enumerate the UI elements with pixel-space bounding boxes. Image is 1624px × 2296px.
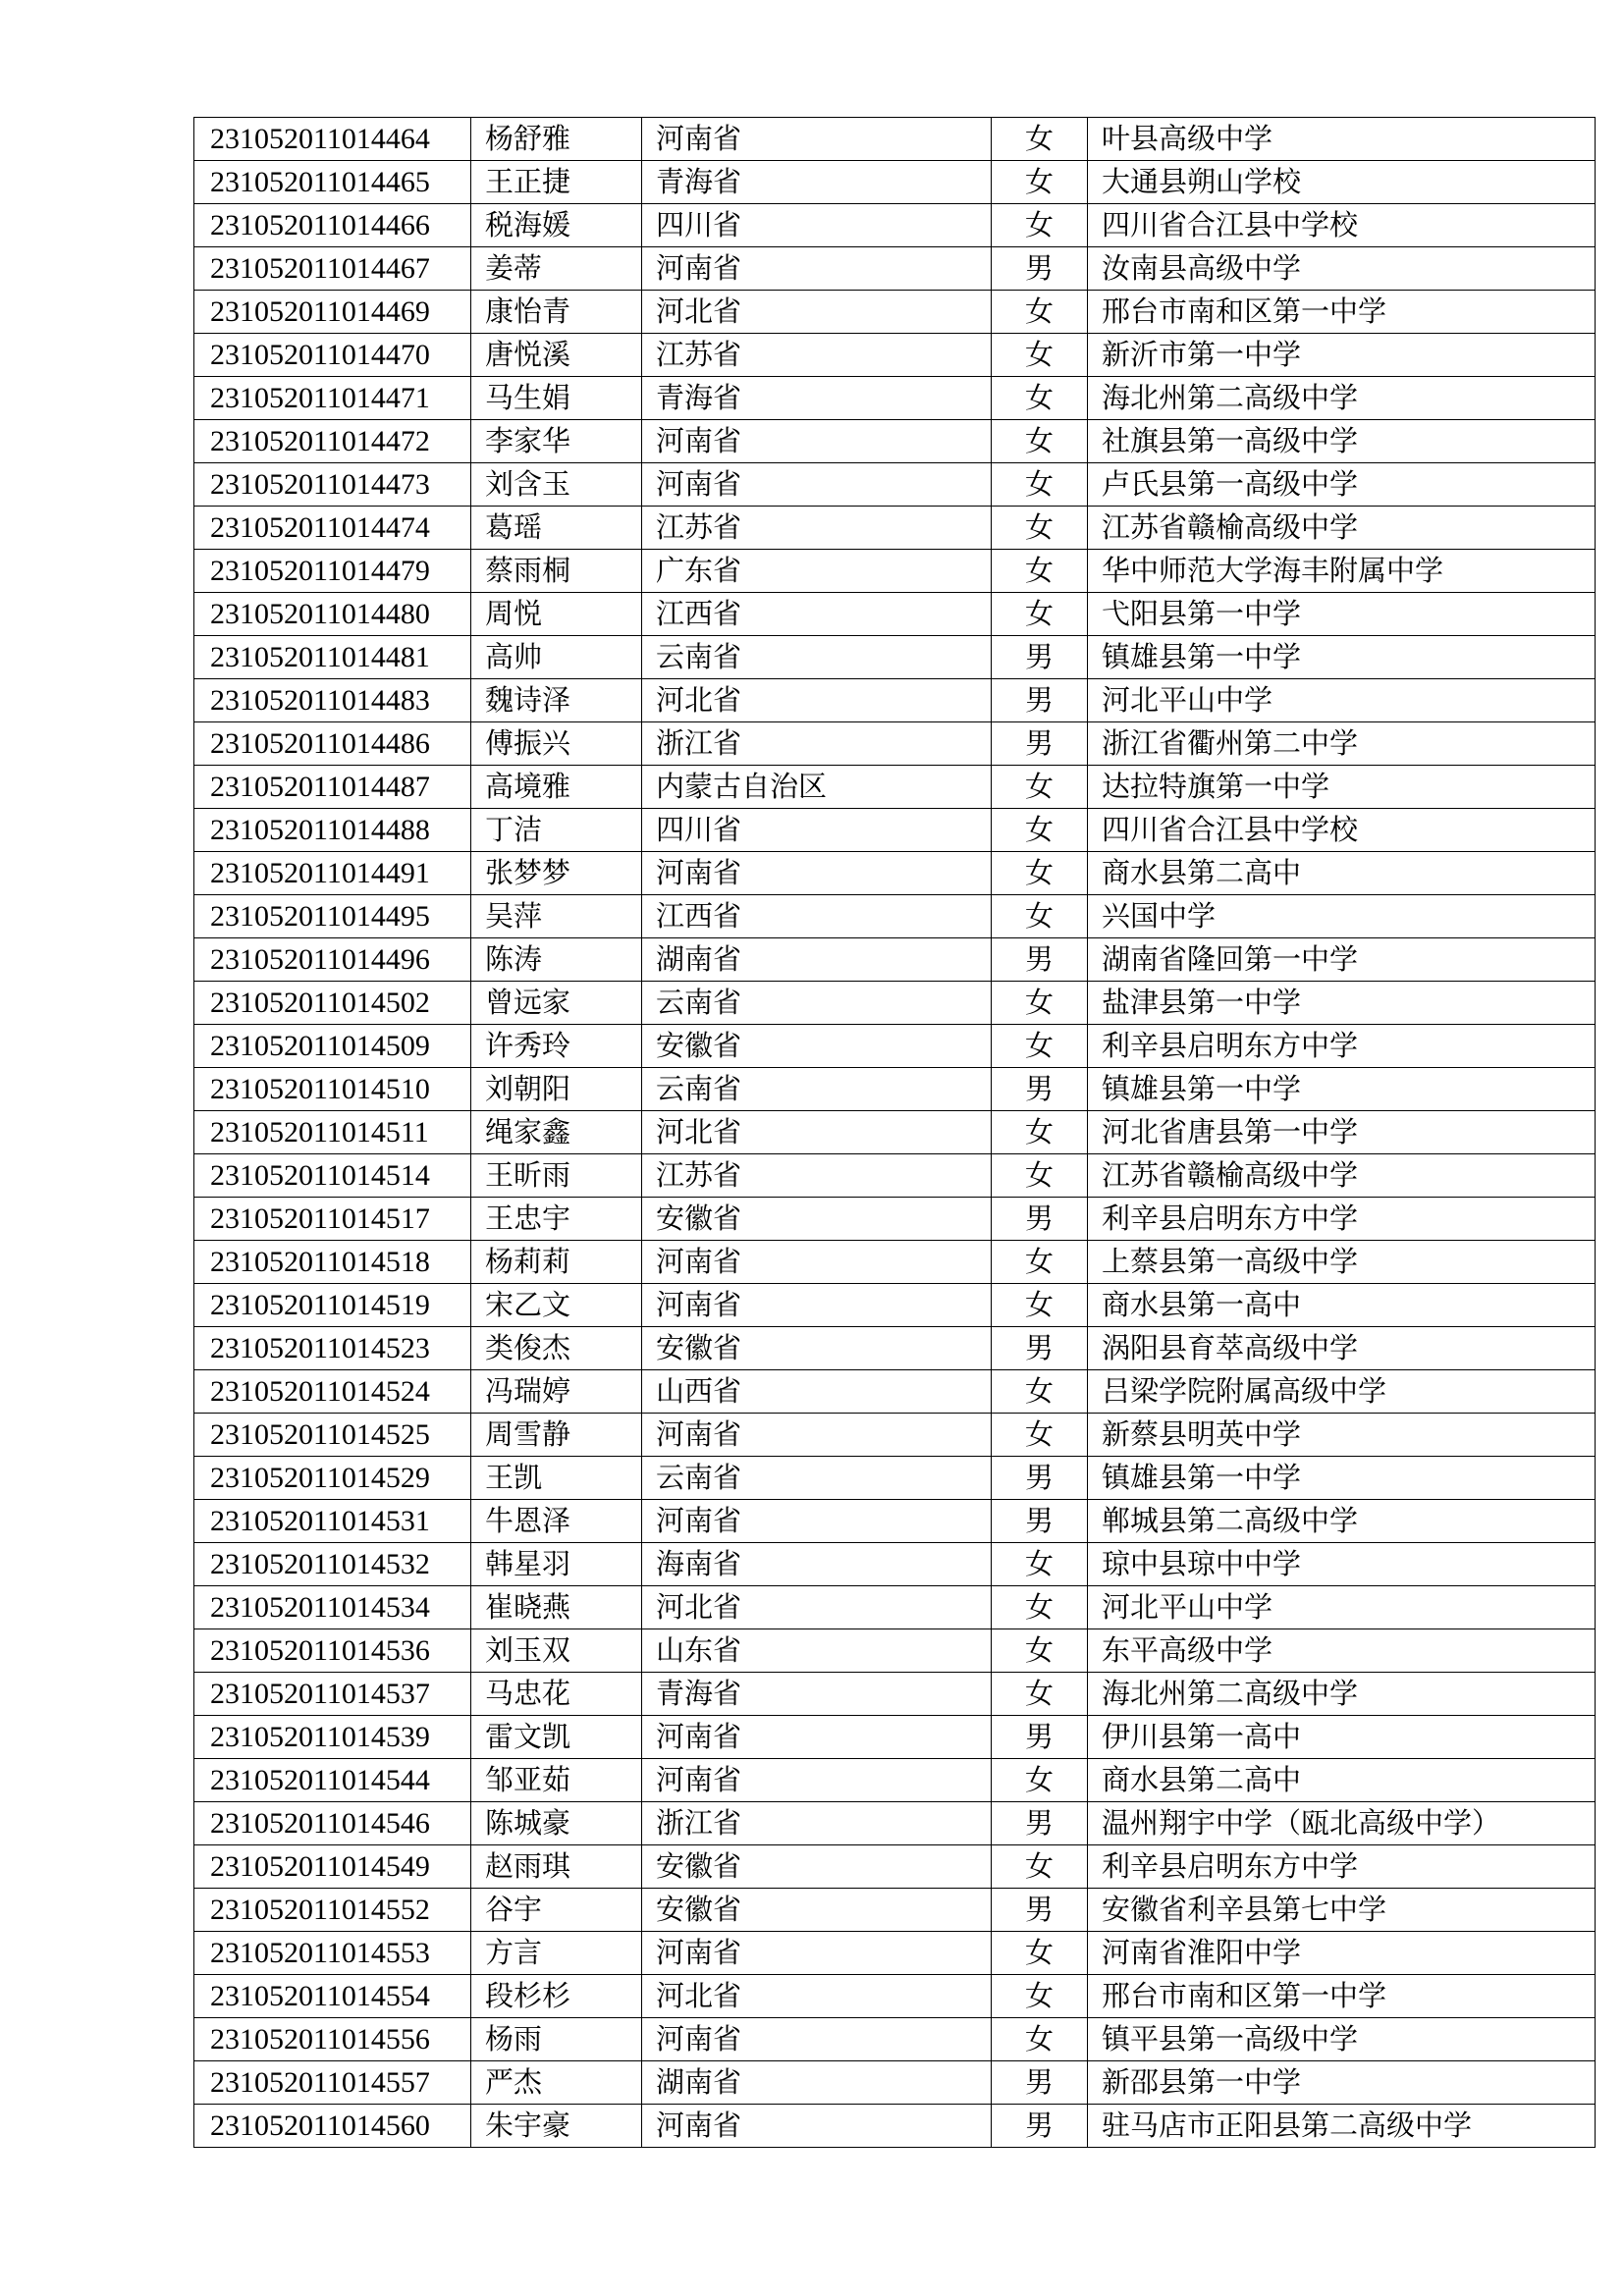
cell-sex: 女 [992,1154,1088,1198]
cell-province: 河南省 [642,118,992,161]
table-row [194,766,1596,809]
table-row [194,1759,1596,1802]
cell-sex: 女 [992,1111,1088,1154]
cell-sex: 男 [992,1500,1088,1543]
cell-id: 231052011014487 [194,766,471,809]
cell-province: 江西省 [642,593,992,636]
cell-name: 朱宇豪 [471,2105,642,2148]
cell-name: 崔晓燕 [471,1586,642,1629]
cell-sex: 男 [992,1802,1088,1845]
table-row [194,722,1596,766]
cell-id: 231052011014518 [194,1241,471,1284]
cell-province: 河南省 [642,420,992,463]
cell-id: 231052011014529 [194,1457,471,1500]
cell-name: 王凯 [471,1457,642,1500]
cell-sex: 女 [992,852,1088,895]
table-row [194,291,1596,334]
cell-school: 兴国中学 [1088,895,1596,938]
table-row [194,1025,1596,1068]
table-row [194,1284,1596,1327]
cell-name: 王忠宇 [471,1198,642,1241]
table-row [194,1414,1596,1457]
cell-school: 华中师范大学海丰附属中学 [1088,550,1596,593]
table-row [194,463,1596,507]
table-row [194,550,1596,593]
cell-name: 周悦 [471,593,642,636]
cell-sex: 女 [992,507,1088,550]
table-row [194,593,1596,636]
cell-name: 周雪静 [471,1414,642,1457]
table-row [194,247,1596,291]
cell-school: 新蔡县明英中学 [1088,1414,1596,1457]
cell-name: 谷宇 [471,1889,642,1932]
table-row [194,118,1596,161]
cell-name: 税海媛 [471,204,642,247]
cell-id: 231052011014544 [194,1759,471,1802]
cell-id: 231052011014480 [194,593,471,636]
table-row [194,1111,1596,1154]
cell-sex: 女 [992,1673,1088,1716]
cell-school: 新沂市第一中学 [1088,334,1596,377]
cell-id: 231052011014560 [194,2105,471,2148]
cell-id: 231052011014481 [194,636,471,679]
cell-name: 类俊杰 [471,1327,642,1370]
cell-id: 231052011014532 [194,1543,471,1586]
cell-name: 马生娟 [471,377,642,420]
cell-province: 河南省 [642,1414,992,1457]
table-row [194,204,1596,247]
table-row [194,1154,1596,1198]
cell-sex: 男 [992,1068,1088,1111]
cell-sex: 女 [992,334,1088,377]
cell-school: 上蔡县第一高级中学 [1088,1241,1596,1284]
cell-school: 江苏省赣榆高级中学 [1088,507,1596,550]
cell-province: 安徽省 [642,1889,992,1932]
cell-id: 231052011014549 [194,1845,471,1889]
cell-province: 山东省 [642,1629,992,1673]
cell-id: 231052011014525 [194,1414,471,1457]
cell-sex: 女 [992,1414,1088,1457]
cell-school: 社旗县第一高级中学 [1088,420,1596,463]
cell-sex: 女 [992,982,1088,1025]
cell-id: 231052011014479 [194,550,471,593]
cell-sex: 女 [992,2018,1088,2061]
cell-school: 盐津县第一中学 [1088,982,1596,1025]
table-row [194,938,1596,982]
cell-name: 唐悦溪 [471,334,642,377]
table-row [194,420,1596,463]
cell-sex: 男 [992,2061,1088,2105]
cell-school: 利辛县启明东方中学 [1088,1025,1596,1068]
cell-school: 镇雄县第一中学 [1088,636,1596,679]
cell-id: 231052011014536 [194,1629,471,1673]
cell-province: 浙江省 [642,722,992,766]
cell-sex: 女 [992,809,1088,852]
table-row [194,1673,1596,1716]
cell-sex: 男 [992,722,1088,766]
cell-school: 新邵县第一中学 [1088,2061,1596,2105]
cell-school: 大通县朔山学校 [1088,161,1596,204]
table-row [194,679,1596,722]
cell-id: 231052011014466 [194,204,471,247]
cell-id: 231052011014472 [194,420,471,463]
cell-sex: 男 [992,1327,1088,1370]
cell-id: 231052011014511 [194,1111,471,1154]
cell-name: 刘玉双 [471,1629,642,1673]
cell-school: 安徽省利辛县第七中学 [1088,1889,1596,1932]
cell-province: 河南省 [642,1932,992,1975]
cell-province: 云南省 [642,1068,992,1111]
cell-province: 云南省 [642,636,992,679]
table-row [194,1975,1596,2018]
cell-name: 陈城豪 [471,1802,642,1845]
cell-id: 231052011014491 [194,852,471,895]
table-row [194,1068,1596,1111]
cell-id: 231052011014483 [194,679,471,722]
cell-name: 魏诗泽 [471,679,642,722]
cell-school: 汝南县高级中学 [1088,247,1596,291]
cell-school: 达拉特旗第一中学 [1088,766,1596,809]
cell-school: 河北平山中学 [1088,679,1596,722]
cell-name: 傅振兴 [471,722,642,766]
table-row [194,1327,1596,1370]
cell-name: 刘含玉 [471,463,642,507]
table-row [194,636,1596,679]
cell-id: 231052011014552 [194,1889,471,1932]
cell-sex: 女 [992,1759,1088,1802]
cell-sex: 男 [992,679,1088,722]
cell-id: 231052011014496 [194,938,471,982]
cell-name: 曾远家 [471,982,642,1025]
cell-school: 镇雄县第一中学 [1088,1457,1596,1500]
cell-id: 231052011014546 [194,1802,471,1845]
cell-name: 冯瑞婷 [471,1370,642,1414]
cell-school: 海北州第二高级中学 [1088,1673,1596,1716]
cell-school: 弋阳县第一中学 [1088,593,1596,636]
cell-id: 231052011014556 [194,2018,471,2061]
cell-id: 231052011014537 [194,1673,471,1716]
cell-name: 段杉杉 [471,1975,642,2018]
cell-school: 涡阳县育萃高级中学 [1088,1327,1596,1370]
cell-sex: 女 [992,463,1088,507]
cell-province: 河南省 [642,463,992,507]
cell-name: 王正捷 [471,161,642,204]
cell-province: 云南省 [642,1457,992,1500]
table-row [194,507,1596,550]
cell-id: 231052011014523 [194,1327,471,1370]
table-row [194,1543,1596,1586]
cell-name: 赵雨琪 [471,1845,642,1889]
table-row [194,334,1596,377]
table-row [194,809,1596,852]
cell-province: 河南省 [642,2105,992,2148]
cell-school: 四川省合江县中学校 [1088,204,1596,247]
cell-school: 伊川县第一高中 [1088,1716,1596,1759]
cell-province: 河南省 [642,1500,992,1543]
table-row [194,895,1596,938]
cell-province: 河南省 [642,247,992,291]
cell-sex: 男 [992,1716,1088,1759]
cell-school: 河北平山中学 [1088,1586,1596,1629]
cell-name: 韩星羽 [471,1543,642,1586]
cell-name: 张梦梦 [471,852,642,895]
cell-sex: 女 [992,420,1088,463]
cell-id: 231052011014534 [194,1586,471,1629]
cell-sex: 男 [992,1198,1088,1241]
cell-school: 江苏省赣榆高级中学 [1088,1154,1596,1198]
cell-id: 231052011014554 [194,1975,471,2018]
cell-name: 杨舒雅 [471,118,642,161]
cell-id: 231052011014465 [194,161,471,204]
cell-name: 许秀玲 [471,1025,642,1068]
cell-school: 温州翔宇中学（瓯北高级中学） [1088,1802,1596,1845]
cell-name: 高帅 [471,636,642,679]
cell-name: 刘朝阳 [471,1068,642,1111]
cell-sex: 女 [992,1845,1088,1889]
student-list-body [194,118,1596,2148]
cell-province: 江苏省 [642,507,992,550]
table-row [194,161,1596,204]
cell-sex: 女 [992,291,1088,334]
cell-province: 青海省 [642,161,992,204]
student-list-table [193,117,1596,2148]
cell-id: 231052011014524 [194,1370,471,1414]
table-row [194,2105,1596,2148]
cell-name: 葛瑶 [471,507,642,550]
cell-province: 河北省 [642,1586,992,1629]
cell-school: 河南省淮阳中学 [1088,1932,1596,1975]
table-row [194,2061,1596,2105]
cell-name: 雷文凯 [471,1716,642,1759]
cell-province: 河北省 [642,1975,992,2018]
cell-id: 231052011014531 [194,1500,471,1543]
cell-sex: 女 [992,1629,1088,1673]
cell-school: 利辛县启明东方中学 [1088,1198,1596,1241]
cell-id: 231052011014553 [194,1932,471,1975]
cell-province: 河南省 [642,852,992,895]
table-row [194,1457,1596,1500]
cell-name: 方言 [471,1932,642,1975]
table-row [194,852,1596,895]
cell-province: 云南省 [642,982,992,1025]
cell-name: 吴萍 [471,895,642,938]
cell-id: 231052011014519 [194,1284,471,1327]
cell-province: 四川省 [642,204,992,247]
cell-id: 231052011014517 [194,1198,471,1241]
table-row [194,1845,1596,1889]
cell-sex: 女 [992,1025,1088,1068]
cell-province: 江西省 [642,895,992,938]
cell-sex: 男 [992,1457,1088,1500]
cell-id: 231052011014488 [194,809,471,852]
cell-school: 商水县第二高中 [1088,1759,1596,1802]
cell-province: 河南省 [642,2018,992,2061]
cell-name: 杨雨 [471,2018,642,2061]
table-row [194,1802,1596,1845]
cell-province: 河北省 [642,679,992,722]
cell-school: 商水县第二高中 [1088,852,1596,895]
cell-province: 河南省 [642,1716,992,1759]
cell-school: 四川省合江县中学校 [1088,809,1596,852]
cell-province: 湖南省 [642,938,992,982]
cell-province: 青海省 [642,377,992,420]
cell-id: 231052011014514 [194,1154,471,1198]
cell-id: 231052011014557 [194,2061,471,2105]
table-row [194,1716,1596,1759]
cell-province: 安徽省 [642,1845,992,1889]
cell-school: 镇平县第一高级中学 [1088,2018,1596,2061]
cell-school: 东平高级中学 [1088,1629,1596,1673]
table-row [194,377,1596,420]
cell-name: 马忠花 [471,1673,642,1716]
cell-name: 严杰 [471,2061,642,2105]
cell-sex: 女 [992,895,1088,938]
cell-province: 山西省 [642,1370,992,1414]
cell-school: 邢台市南和区第一中学 [1088,1975,1596,2018]
cell-school: 海北州第二高级中学 [1088,377,1596,420]
cell-province: 河南省 [642,1759,992,1802]
cell-name: 邹亚茹 [471,1759,642,1802]
cell-school: 郸城县第二高级中学 [1088,1500,1596,1543]
cell-sex: 女 [992,1586,1088,1629]
cell-province: 浙江省 [642,1802,992,1845]
table-row [194,1889,1596,1932]
cell-sex: 女 [992,1284,1088,1327]
table-row [194,1629,1596,1673]
cell-province: 广东省 [642,550,992,593]
cell-name: 高境雅 [471,766,642,809]
cell-id: 231052011014486 [194,722,471,766]
cell-id: 231052011014467 [194,247,471,291]
cell-name: 绳家鑫 [471,1111,642,1154]
cell-province: 湖南省 [642,2061,992,2105]
cell-school: 驻马店市正阳县第二高级中学 [1088,2105,1596,2148]
cell-name: 陈涛 [471,938,642,982]
cell-name: 李家华 [471,420,642,463]
cell-school: 叶县高级中学 [1088,118,1596,161]
cell-school: 邢台市南和区第一中学 [1088,291,1596,334]
cell-school: 琼中县琼中中学 [1088,1543,1596,1586]
cell-id: 231052011014470 [194,334,471,377]
cell-school: 利辛县启明东方中学 [1088,1845,1596,1889]
cell-id: 231052011014510 [194,1068,471,1111]
cell-province: 河北省 [642,291,992,334]
cell-sex: 女 [992,118,1088,161]
cell-province: 四川省 [642,809,992,852]
cell-school: 商水县第一高中 [1088,1284,1596,1327]
cell-school: 镇雄县第一中学 [1088,1068,1596,1111]
cell-name: 姜蒂 [471,247,642,291]
cell-sex: 女 [992,593,1088,636]
cell-name: 杨莉莉 [471,1241,642,1284]
cell-province: 青海省 [642,1673,992,1716]
table-row [194,1241,1596,1284]
cell-school: 吕梁学院附属高级中学 [1088,1370,1596,1414]
cell-province: 安徽省 [642,1198,992,1241]
cell-name: 牛恩泽 [471,1500,642,1543]
cell-sex: 女 [992,161,1088,204]
table-row [194,1500,1596,1543]
cell-id: 231052011014473 [194,463,471,507]
cell-id: 231052011014474 [194,507,471,550]
cell-province: 河南省 [642,1241,992,1284]
cell-id: 231052011014471 [194,377,471,420]
cell-school: 浙江省衢州第二中学 [1088,722,1596,766]
cell-school: 卢氏县第一高级中学 [1088,463,1596,507]
cell-sex: 女 [992,1241,1088,1284]
table-row [194,982,1596,1025]
cell-name: 康怡青 [471,291,642,334]
cell-province: 安徽省 [642,1327,992,1370]
cell-province: 江苏省 [642,1154,992,1198]
table-row [194,1198,1596,1241]
table-row [194,1370,1596,1414]
cell-name: 宋乙文 [471,1284,642,1327]
cell-id: 231052011014539 [194,1716,471,1759]
cell-id: 231052011014509 [194,1025,471,1068]
cell-id: 231052011014495 [194,895,471,938]
cell-sex: 女 [992,1932,1088,1975]
cell-name: 王昕雨 [471,1154,642,1198]
cell-province: 安徽省 [642,1025,992,1068]
cell-sex: 女 [992,766,1088,809]
cell-sex: 男 [992,2105,1088,2148]
cell-sex: 女 [992,550,1088,593]
cell-sex: 女 [992,377,1088,420]
cell-sex: 女 [992,204,1088,247]
cell-sex: 女 [992,1370,1088,1414]
cell-name: 丁洁 [471,809,642,852]
table-row [194,1586,1596,1629]
cell-province: 河南省 [642,1284,992,1327]
cell-name: 蔡雨桐 [471,550,642,593]
cell-sex: 女 [992,1975,1088,2018]
cell-id: 231052011014469 [194,291,471,334]
cell-sex: 男 [992,636,1088,679]
cell-id: 231052011014464 [194,118,471,161]
cell-province: 海南省 [642,1543,992,1586]
cell-school: 河北省唐县第一中学 [1088,1111,1596,1154]
table-row [194,1932,1596,1975]
cell-province: 内蒙古自治区 [642,766,992,809]
cell-sex: 男 [992,1889,1088,1932]
cell-province: 河北省 [642,1111,992,1154]
cell-sex: 男 [992,938,1088,982]
table-row [194,2018,1596,2061]
cell-sex: 女 [992,1543,1088,1586]
cell-sex: 男 [992,247,1088,291]
cell-province: 江苏省 [642,334,992,377]
cell-id: 231052011014502 [194,982,471,1025]
cell-school: 湖南省隆回第一中学 [1088,938,1596,982]
